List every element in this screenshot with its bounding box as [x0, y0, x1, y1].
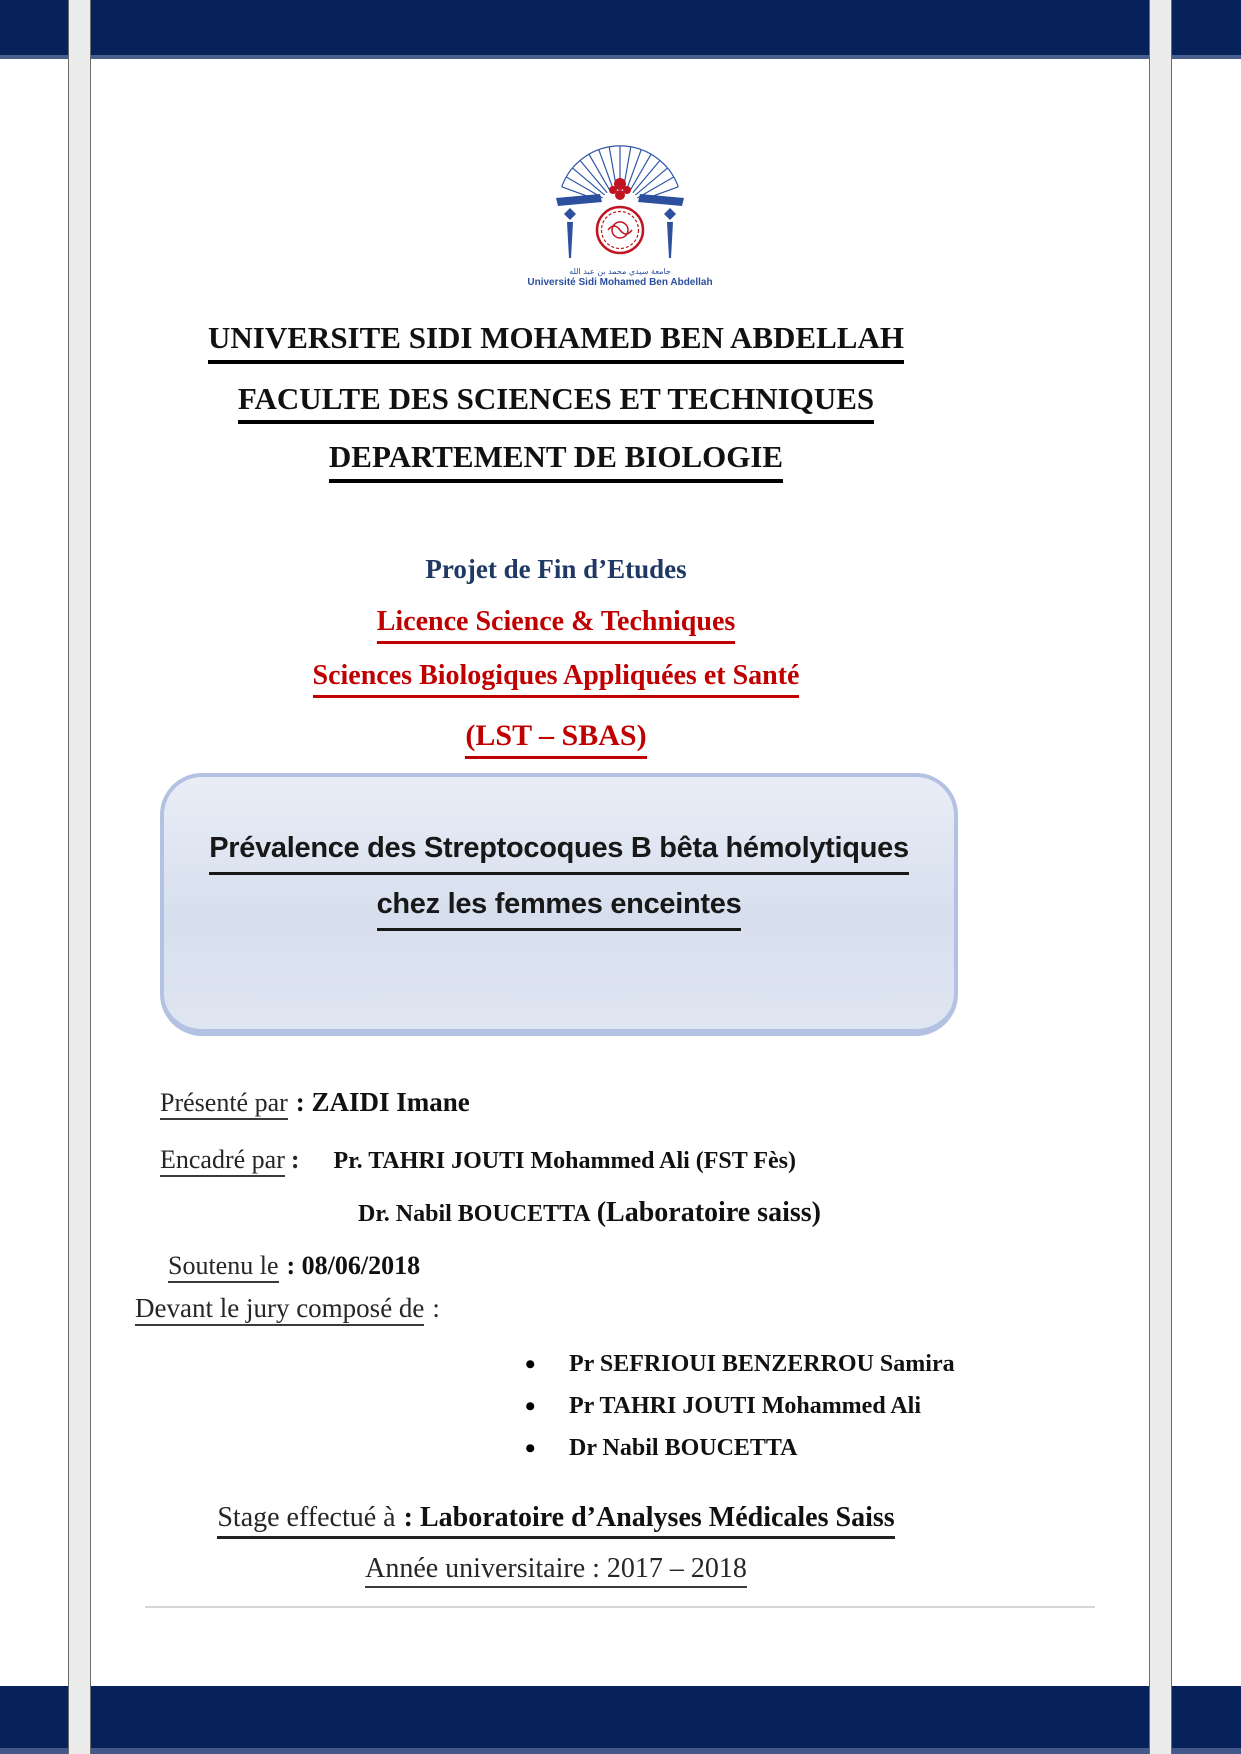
- presented-by-label: Présenté par: [160, 1088, 288, 1120]
- lst-label: (LST – SBAS): [465, 719, 646, 760]
- top-navy-band: [0, 0, 1241, 59]
- internship-row: [120, 1502, 992, 1539]
- bottom-navy-band: [0, 1686, 1241, 1754]
- university-heading-row: [120, 320, 992, 364]
- faculty-heading-row: [120, 381, 992, 425]
- academic-year-line: Année universitaire : 2017 – 2018: [365, 1553, 747, 1588]
- logo-caption-french: Université Sidi Mohamed Ben Abdellah: [527, 277, 713, 288]
- right-vertical-bar: [1149, 0, 1172, 1754]
- thesis-title-line1-row: [164, 833, 954, 875]
- licence-label: Licence Science & Techniques: [377, 606, 736, 644]
- projet-row: [120, 555, 992, 585]
- jury-member: • Pr TAHRI JOUTI Mohammed Ali: [525, 1392, 992, 1421]
- thesis-title-line2-row: [164, 889, 954, 931]
- presented-by-row: [120, 1086, 992, 1120]
- thesis-title-box: [160, 773, 958, 1036]
- supervisor2-row: [120, 1195, 992, 1230]
- jury-intro-label: Devant le jury composé de: [135, 1293, 424, 1326]
- university-name: UNIVERSITE SIDI MOHAMED BEN ABDELLAH: [208, 320, 904, 364]
- supervised-by-row: [120, 1144, 992, 1177]
- internship-line: [217, 1502, 894, 1539]
- supervised-by-colon: :: [290, 1145, 300, 1175]
- page-content: [120, 60, 992, 1588]
- supervisor2-name: Dr. Nabil BOUCETTA: [358, 1200, 591, 1227]
- footer-divider-line: [145, 1606, 1095, 1608]
- presented-by-value: : ZAIDI Imane: [295, 1087, 470, 1118]
- university-logo: [184, 134, 1056, 288]
- lst-row: [120, 719, 992, 760]
- defended-on-label: Soutenu le: [168, 1251, 279, 1283]
- university-seal-icon: [540, 134, 700, 262]
- defended-on-value: : 08/06/2018: [286, 1250, 421, 1280]
- supervised-by-label: Encadré par: [160, 1145, 285, 1177]
- licence-row: [120, 606, 992, 644]
- sbas-label: Sciences Biologiques Appliquées et Santé: [313, 660, 800, 698]
- internship-value: : Laboratoire d’Analyses Médicales Saiss: [403, 1502, 895, 1534]
- sbas-row: [120, 660, 992, 698]
- thesis-title-line1: Prévalence des Streptocoques B bêta hémolytiques: [209, 833, 909, 875]
- jury-list: [120, 1350, 992, 1462]
- academic-year-row: [120, 1553, 992, 1588]
- supervisor2-org: (Laboratoire saiss): [596, 1196, 821, 1228]
- faculty-name: FACULTE DES SCIENCES ET TECHNIQUES: [238, 381, 874, 425]
- jury-member: • Pr SEFRIOUI BENZERROU Samira: [525, 1350, 992, 1379]
- defended-on-row: [120, 1250, 992, 1283]
- supervisor1-name: Pr. TAHRI JOUTI Mohammed Ali (FST Fès): [333, 1148, 796, 1175]
- projet-label: Projet de Fin d’Etudes: [425, 553, 687, 584]
- logo-caption-arabic: جامعة سيدي محمد بن عبد الله: [569, 267, 671, 276]
- jury-member: • Dr Nabil BOUCETTA: [525, 1434, 992, 1463]
- department-heading-row: [120, 439, 992, 483]
- jury-intro-colon: :: [432, 1293, 440, 1324]
- thesis-title-line2: chez les femmes enceintes: [377, 889, 742, 931]
- jury-intro-row: [120, 1292, 992, 1326]
- left-vertical-bar: [68, 0, 91, 1754]
- internship-label: Stage effectué à: [217, 1502, 396, 1534]
- department-name: DEPARTEMENT DE BIOLOGIE: [329, 439, 783, 483]
